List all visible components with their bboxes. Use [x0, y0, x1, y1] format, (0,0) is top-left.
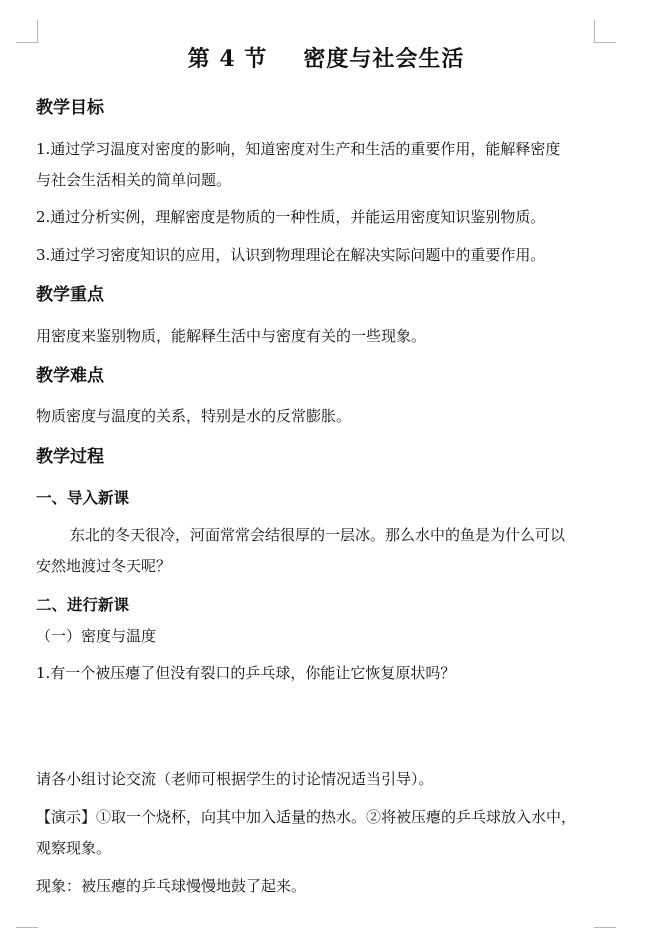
difficulties-text: 物质密度与温度的关系，特别是水的反常膨胀。 [36, 407, 352, 425]
subsection-density-temperature: （一）密度与温度 [36, 627, 157, 645]
phenomenon-text: 现象：被压瘪的乒乓球慢慢地鼓了起来。 [36, 877, 307, 895]
page-title [0, 42, 652, 73]
goal-item-2: 2.通过分析实例，理解密度是物质的一种性质，并能运用密度知识鉴别物质。 [36, 208, 546, 226]
key-points-text: 用密度来鉴别物质，能解释生活中与密度有关的一些现象。 [36, 327, 427, 345]
intro-text-line-1: 东北的冬天很冷，河面常常会结很厚的一层冰。那么水中的鱼是为什么可以 [70, 526, 566, 544]
intro-heading: 一、导入新课 [36, 488, 130, 507]
question-1: 1.有一个被压瘪了但没有裂口的乒乓球，你能让它恢复原状吗？ [36, 664, 456, 682]
demo-text-line-2: 观察现象。 [36, 839, 112, 857]
section-name: 密度与社会生活 [303, 46, 465, 72]
demo-text-line-1: 【演示】①取一个烧杯，向其中加入适量的热水。②将被压瘪的乒乓球放入水中， [36, 808, 577, 826]
process-heading: 教学过程 [36, 447, 104, 467]
section-number: 第 4 节 [187, 46, 268, 72]
difficulties-heading: 教学难点 [36, 366, 104, 386]
goals-heading: 教学目标 [36, 98, 104, 118]
discussion-text: 请各小组讨论交流（老师可根据学生的讨论情况适当引导）。 [36, 770, 434, 788]
goal-item-3: 3.通过学习密度知识的应用，认识到物理理论在解决实际问题中的重要作用。 [36, 246, 546, 264]
crop-mark-top-right-v [594, 20, 595, 42]
crop-mark-bottom-left-h [16, 927, 38, 928]
crop-mark-top-left-v [37, 20, 38, 42]
crop-mark-bottom-right-h [594, 927, 616, 928]
new-lesson-heading: 二、进行新课 [36, 595, 130, 614]
goal-item-1-line-2: 与社会生活相关的简单问题。 [36, 171, 232, 189]
intro-text-line-2: 安然地渡过冬天呢？ [36, 557, 172, 575]
goal-item-1-line-1: 1.通过学习温度对密度的影响，知道密度对生产和生活的重要作用，能解释密度 [36, 140, 561, 158]
key-points-heading: 教学重点 [36, 285, 104, 305]
